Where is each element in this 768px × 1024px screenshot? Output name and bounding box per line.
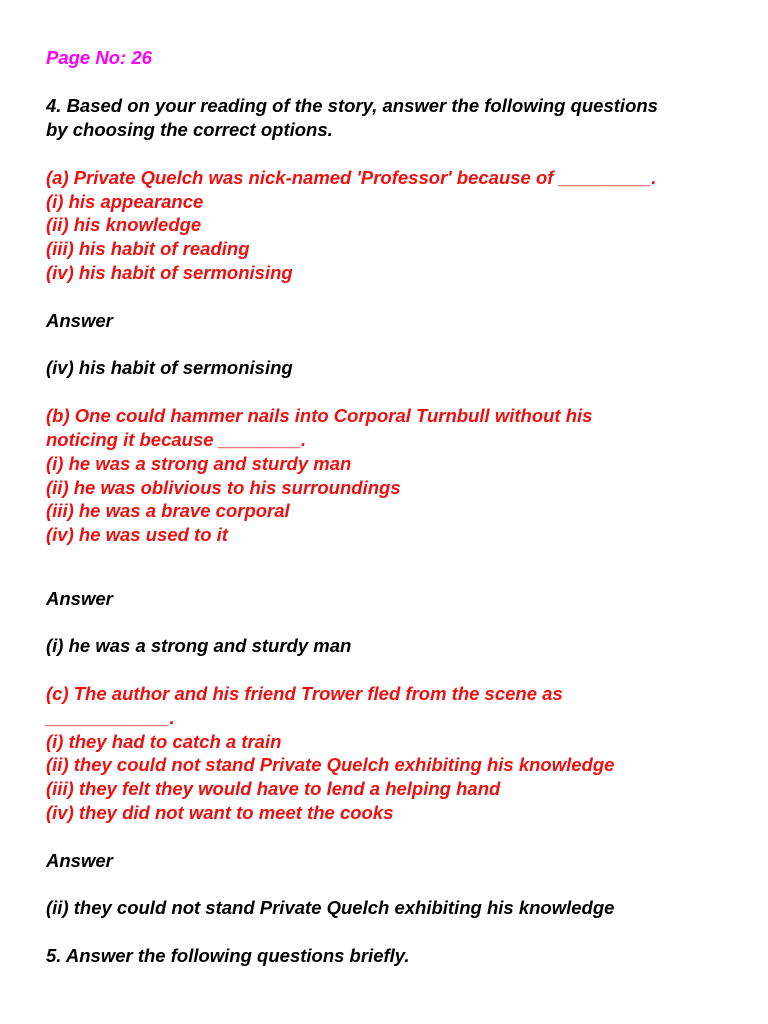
q4a-option: (iii) his habit of reading [46,238,250,259]
q4c-option: (iv) they did not want to meet the cooks [46,802,394,823]
q4-heading-line-2: by choosing the correct options. [46,119,333,140]
q4b-question-line-1: (b) One could hammer nails into Corporal Turnbull without his [46,405,593,426]
page-header: Page No: 26 [46,47,152,68]
q4c-option: (iii) they felt they would have to lend a helping hand [46,778,501,799]
q4c-answer-label: Answer [46,850,113,871]
q4b-option: (iv) he was used to it [46,524,228,545]
q4a-option: (i) his appearance [46,191,204,212]
q4b-option: (i) he was a strong and sturdy man [46,453,352,474]
q4a-answer-label: Answer [46,310,113,331]
q4c-question-line-2: ____________. [46,707,175,728]
q4b-option: (iii) he was a brave corporal [46,500,290,521]
q4c-option: (ii) they could not stand Private Quelch exhibiting his knowledge [46,754,615,775]
q4-heading-line-1: 4. Based on your reading of the story, answer the following questions [46,95,658,116]
q4c-answer: (ii) they could not stand Private Quelch exhibiting his knowledge [46,897,615,918]
q4b-question-line-2: noticing it because ________. [46,429,307,450]
q4c-question-line-1: (c) The author and his friend Trower fled from the scene as [46,683,563,704]
q4b-answer-label: Answer [46,588,113,609]
q4a-option: (ii) his knowledge [46,214,202,235]
q4a-answer: (iv) his habit of sermonising [46,357,293,378]
q4b-option: (ii) he was oblivious to his surroundings [46,477,401,498]
q4b-answer: (i) he was a strong and sturdy man [46,635,352,656]
q5-heading: 5. Answer the following questions briefly. [46,945,410,966]
q4c-option: (i) they had to catch a train [46,731,282,752]
q4a-question: (a) Private Quelch was nick-named 'Professor' because of _________. [46,167,657,188]
q4a-option: (iv) his habit of sermonising [46,262,293,283]
